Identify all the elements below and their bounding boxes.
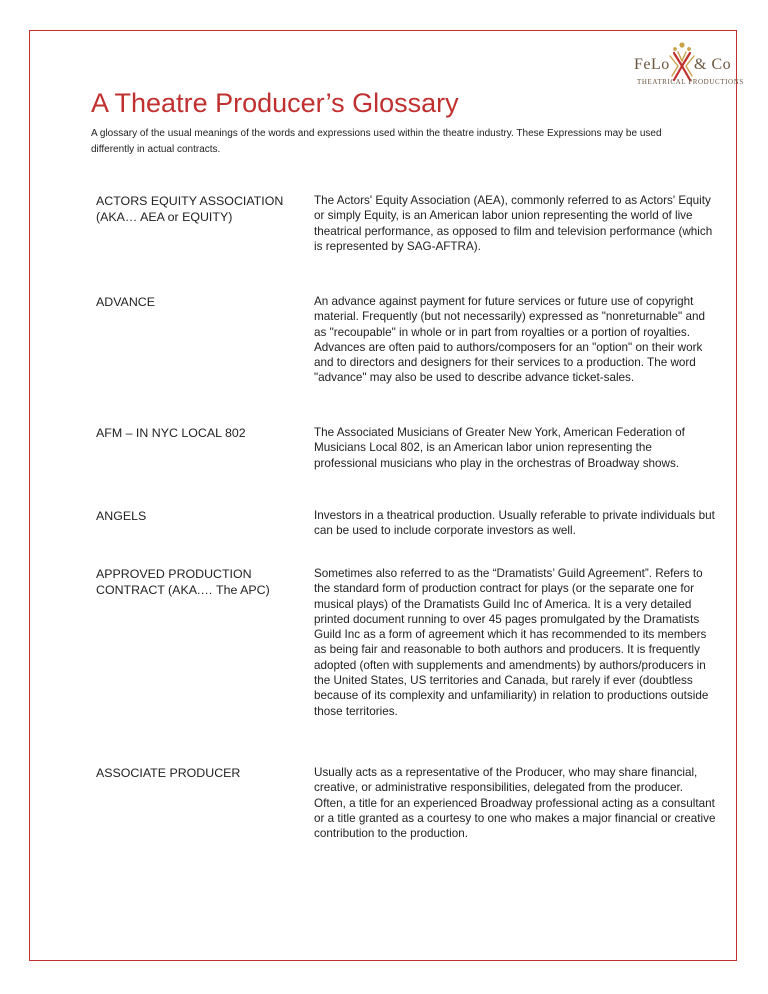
glossary-entry (96, 425, 726, 508)
logo-name-left: FeLo (634, 56, 670, 73)
glossary-term: ANGELS (96, 509, 147, 523)
logo-name-right: & Co (694, 56, 732, 73)
glossary-definition: The Associated Musicians of Greater New York, American Federation of Musicians Local 802, is an American labor union representing the professional musicians who play in the orchestras of Broadway shows. (314, 426, 685, 470)
glossary-table (96, 193, 726, 865)
glossary-entry (96, 294, 726, 425)
glossary-definition: Usually acts as a representative of the Producer, who may share financial, creative, or administrative responsibilities, delegated from the producer. Often, a title for an experienced Broadway professional acting as a consultant or a title granted as a courtesy to one who makes a major financial or creative contribution to the production. (314, 766, 716, 841)
glossary-definition: Investors in a theatrical production. Usually referable to private individuals but can be used to include corporate investors as well. (314, 509, 715, 538)
glossary-term: ACTORS EQUITY ASSOCIATION (AKA… AEA or EQUITY) (96, 194, 284, 224)
page-title: A Theatre Producer’s Glossary (91, 88, 459, 118)
page-subtitle: A glossary of the usual meanings of the words and expressions used within the theatre industry. These Expressions may be used differently in actual contracts. (91, 128, 662, 155)
glossary-definition: An advance against payment for future services or future use of copyright material. Frequently (but not necessarily) expressed as "nonreturnable" and as "recoupable" in whole or in part from royalties or a portion of royalties. Advances are often paid to authors/composers for an "option" on their work and to directors and designers for their services to a production. The word "advance" may also be used to describe advance ticket-sales. (314, 295, 705, 385)
glossary-entry (96, 566, 726, 765)
glossary-term: AFM – IN NYC LOCAL 802 (96, 426, 246, 440)
company-logo (634, 40, 744, 92)
glossary-entry (96, 193, 726, 294)
glossary-entry (96, 508, 726, 566)
glossary-term: ASSOCIATE PRODUCER (96, 766, 241, 780)
glossary-term: APPROVED PRODUCTION CONTRACT (AKA.… The APC) (96, 567, 270, 597)
glossary-entry (96, 765, 726, 865)
glossary-term: ADVANCE (96, 295, 155, 309)
glossary-definition: The Actors' Equity Association (AEA), commonly referred to as Actors' Equity or simply Equity, is an American labor union representing the world of live theatrical performance, as opposed to film and television performance (which is represented by SAG-AFTRA). (314, 194, 713, 253)
glossary-definition: Sometimes also referred to as the “Dramatists’ Guild Agreement”. Refers to the standard form of production contract for plays (or the separate one for musical plays) of the Dramatists Guild Inc of America. It is a very detailed printed document running to over 45 pages promulgated by the Dramatists Guild Inc as a form of agreement which it has recommended to its members as being fair and reasonable to both authors and producers. It is frequently adopted (often with supplements and amendments) by authors/producers in the United States, US territories and Canada, but rarely if ever (doubtless because of its complexity and unfamiliarity) in relation to productions outside those territories. (314, 567, 709, 718)
logo-tagline: THEATRICAL PRODUCTIONS (637, 78, 744, 86)
